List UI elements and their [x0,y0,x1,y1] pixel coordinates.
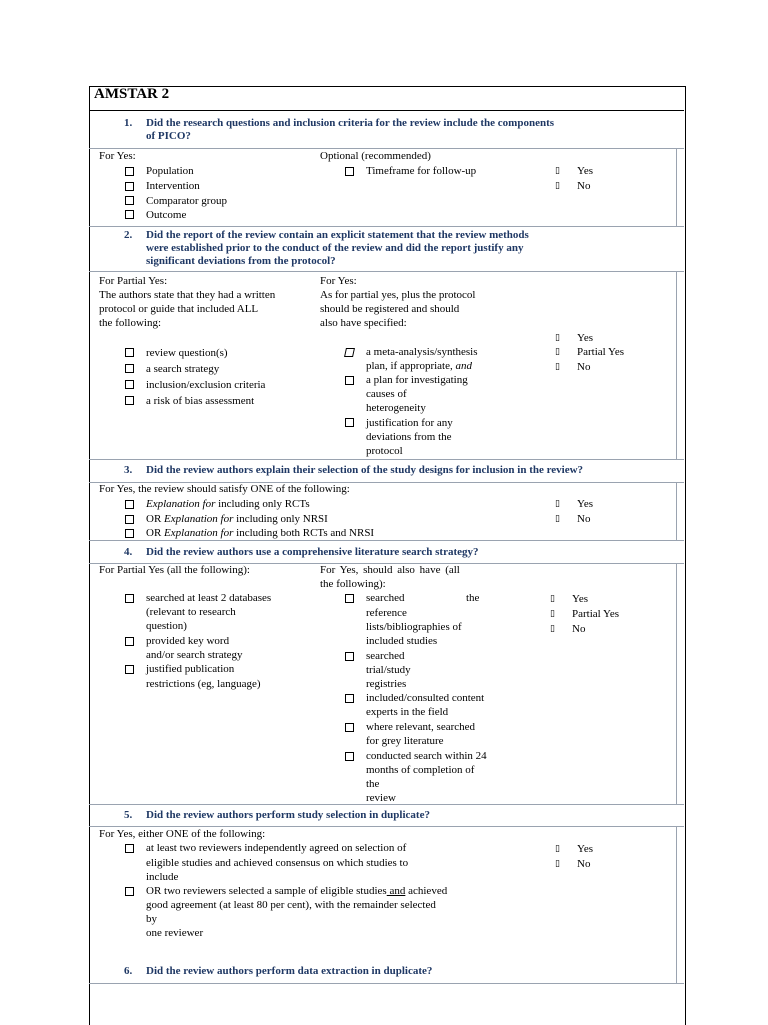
question-text: Did the report of the review contain an explicit statement that the review methods [146,229,529,241]
question-number: 3. [124,464,133,476]
question-text: Did the research questions and inclusion criteria for the review include the components [146,117,555,129]
column-rule [676,482,677,540]
criteria-text: should be registered and should [320,303,460,315]
answer-box-icon[interactable]: ▯ [550,624,555,634]
checkbox[interactable] [125,210,134,219]
criteria-heading: For Yes, either ONE of the following: [99,828,266,840]
criteria-item: (relevant to research [146,606,236,618]
checkbox[interactable] [345,167,354,176]
criteria-item: experts in the field [366,706,449,718]
criteria-item-text: including only RCTs [215,498,310,510]
answer-no: No [577,513,591,525]
checkbox[interactable] [345,418,354,427]
criteria-item: a plan for investigating [366,374,468,386]
criteria-item [366,359,472,373]
checkbox[interactable] [125,637,134,646]
criteria-text: The authors state that they had a written [99,289,276,301]
criteria-item: restrictions (eg, language) [146,678,261,690]
criteria-item: provided key word [146,635,230,647]
criteria-heading: For Yes, should also have (all [320,564,460,576]
answer-yes: Yes [577,843,594,855]
criteria-item: conducted search within 24 [366,750,487,762]
checkbox[interactable] [125,887,134,896]
answer-yes: Yes [572,593,589,605]
answer-box-icon[interactable]: ▯ [550,594,555,604]
checkbox[interactable] [345,694,354,703]
criteria-item: lists/bibliographies of [366,621,462,633]
criteria-item [146,512,328,526]
criteria-heading: For Yes, the review should satisfy ONE of the following: [99,483,350,495]
answer-box-icon[interactable]: ▯ [555,514,560,524]
question-number: 6. [124,965,133,977]
criteria-item-text: achieved [405,885,448,897]
criteria-item: the [366,778,380,790]
answer-box-icon[interactable]: ▯ [555,362,560,372]
criteria-item: deviations from the [366,431,452,443]
criteria-item-emphasis: Explanation for [146,498,216,510]
criteria-item: question) [146,620,187,632]
question-text: Did the review authors perform data extraction in duplicate? [146,965,433,977]
criteria-item-text: OR two reviewers selected a sample of eligible studies [146,885,387,897]
answer-box-icon[interactable]: ▯ [555,499,560,509]
criteria-item: for grey literature [366,735,444,747]
checkbox[interactable] [125,182,134,191]
question-3 [124,464,584,477]
answer-no: No [572,623,586,635]
checkbox[interactable] [125,348,134,357]
answer-box-icon[interactable]: ▯ [555,347,560,357]
criteria-item-text: including both RCTs and NRSI [233,527,375,539]
page-title: AMSTAR 2 [94,86,170,102]
checkbox[interactable] [125,500,134,509]
criteria-item: Comparator group [146,195,227,207]
divider [89,271,684,272]
criteria-item: a risk of bias assessment [146,395,255,407]
answer-box-icon[interactable]: ▯ [550,609,555,619]
question-2 [124,229,529,268]
checkbox[interactable] [125,594,134,603]
question-number: 4. [124,546,133,558]
column-rule [676,271,677,459]
checkbox[interactable] [125,380,134,389]
checkbox[interactable] [125,529,134,538]
question-text: of PICO? [146,130,191,142]
checkbox[interactable] [344,348,355,357]
criteria-item-text: including only NRSI [233,513,328,525]
criteria-item: review [366,792,396,804]
criteria-item [146,164,194,178]
answer-box-icon[interactable]: ▯ [555,844,560,854]
question-text: Did the review authors explain their selection of the study designs for inclusion in the review? [146,464,584,476]
question-text: significant deviations from the protocol? [146,255,336,267]
answer-no: No [577,180,591,192]
criteria-item: justification for any [366,417,453,429]
checkbox[interactable] [125,167,134,176]
divider [89,540,684,541]
criteria-item-emphasis: and [386,885,406,897]
question-number: 2. [124,229,133,241]
criteria-item-text: plan, if appropriate, [366,360,453,372]
criteria-item: registries [366,678,407,690]
checkbox[interactable] [345,723,354,732]
question-5 [124,809,430,822]
criteria-item: months of completion of [366,764,475,776]
criteria-item: include [146,871,179,883]
column-rule [676,148,677,226]
criteria-heading: Optional (recommended) [320,150,431,162]
column-rule [676,826,677,983]
criteria-item: a search strategy [146,363,220,375]
divider [89,983,684,984]
criteria-item: searched at least 2 databases [146,592,272,604]
checkbox[interactable] [125,665,134,674]
answer-no: No [577,858,591,870]
criteria-item-emphasis: Explanation for [164,527,234,539]
question-text: were established prior to the conduct of the review and did the report justify any [146,242,524,254]
criteria-item: trial/study [366,664,411,676]
criteria-item: searched [366,650,405,662]
criteria-item: protocol [366,445,403,457]
checkbox[interactable] [345,652,354,661]
checkbox[interactable] [125,364,134,373]
criteria-item: where relevant, searched [366,721,476,733]
criteria-item-text: OR [146,513,165,525]
criteria-item: inclusion/exclusion criteria [146,379,266,391]
criteria-item [146,497,310,511]
question-1 [124,117,555,143]
criteria-item: Outcome [146,209,187,221]
criteria-item: good agreement (at least 80 per cent), with the remainder selected [146,899,436,911]
criteria-item: causes of [366,388,407,400]
criteria-item: Intervention [146,180,200,192]
answer-yes: Yes [577,332,594,344]
criteria-item: by [146,913,157,925]
answer-box-icon[interactable]: ▯ [555,859,560,869]
divider [89,226,684,227]
criteria-item: the [466,592,480,604]
criteria-item-emphasis: Explanation for [164,513,234,525]
criteria-item: review question(s) [146,347,228,359]
criteria-item: justified publication [146,663,235,675]
criteria-heading: For Partial Yes: [99,275,168,287]
criteria-item-emphasis: and [455,360,472,372]
criteria-item: reference [366,607,407,619]
checkbox[interactable] [125,196,134,205]
checkbox[interactable] [345,376,354,385]
answer-box-icon[interactable]: ▯ [555,333,560,343]
criteria-text: the following: [99,317,162,329]
answer-box-icon[interactable]: ▯ [555,181,560,191]
checkbox[interactable] [125,844,134,853]
question-4 [124,546,479,559]
question-number: 1. [124,117,133,129]
criteria-item: included/consulted content [366,692,485,704]
criteria-item: heterogeneity [366,402,426,414]
answer-yes: Yes [577,498,594,510]
criteria-heading: the following): [320,578,386,590]
criteria-heading: For Yes: [320,275,357,287]
criteria-item-label: Population [146,165,194,177]
checkbox[interactable] [125,515,134,524]
criteria-item: and/or search strategy [146,649,243,661]
question-text: Did the review authors use a comprehensive literature search strategy? [146,546,479,558]
question-text: Did the review authors perform study selection in duplicate? [146,809,430,821]
checkbox[interactable] [345,594,354,603]
divider [89,459,684,460]
answer-partial-yes: Partial Yes [572,608,620,620]
answer-no: No [577,361,591,373]
answer-yes: Yes [577,165,594,177]
answer-box-icon[interactable]: ▯ [555,166,560,176]
criteria-heading: For Partial Yes (all the following): [99,564,250,576]
criteria-item [146,526,374,540]
question-6 [124,965,433,978]
criteria-heading: For Yes: [99,150,136,162]
criteria-item: at least two reviewers independently agreed on selection of [146,842,407,854]
column-rule [676,563,677,804]
criteria-text: protocol or guide that included ALL [99,303,259,315]
criteria-text: also have specified: [320,317,407,329]
criteria-item: included studies [366,635,438,647]
criteria-item: one reviewer [146,927,204,939]
criteria-item: Timeframe for follow-up [366,165,477,177]
divider [89,110,684,111]
question-number: 5. [124,809,133,821]
answer-partial-yes: Partial Yes [577,346,625,358]
criteria-text: As for partial yes, plus the protocol [320,289,476,301]
criteria-item [146,884,447,898]
checkbox[interactable] [345,752,354,761]
criteria-item-text: OR [146,527,165,539]
checkbox[interactable] [125,396,134,405]
criteria-item: searched [366,592,405,604]
criteria-item: a meta-analysis/synthesis [366,346,478,358]
criteria-item: eligible studies and achieved consensus on which studies to [146,857,409,869]
